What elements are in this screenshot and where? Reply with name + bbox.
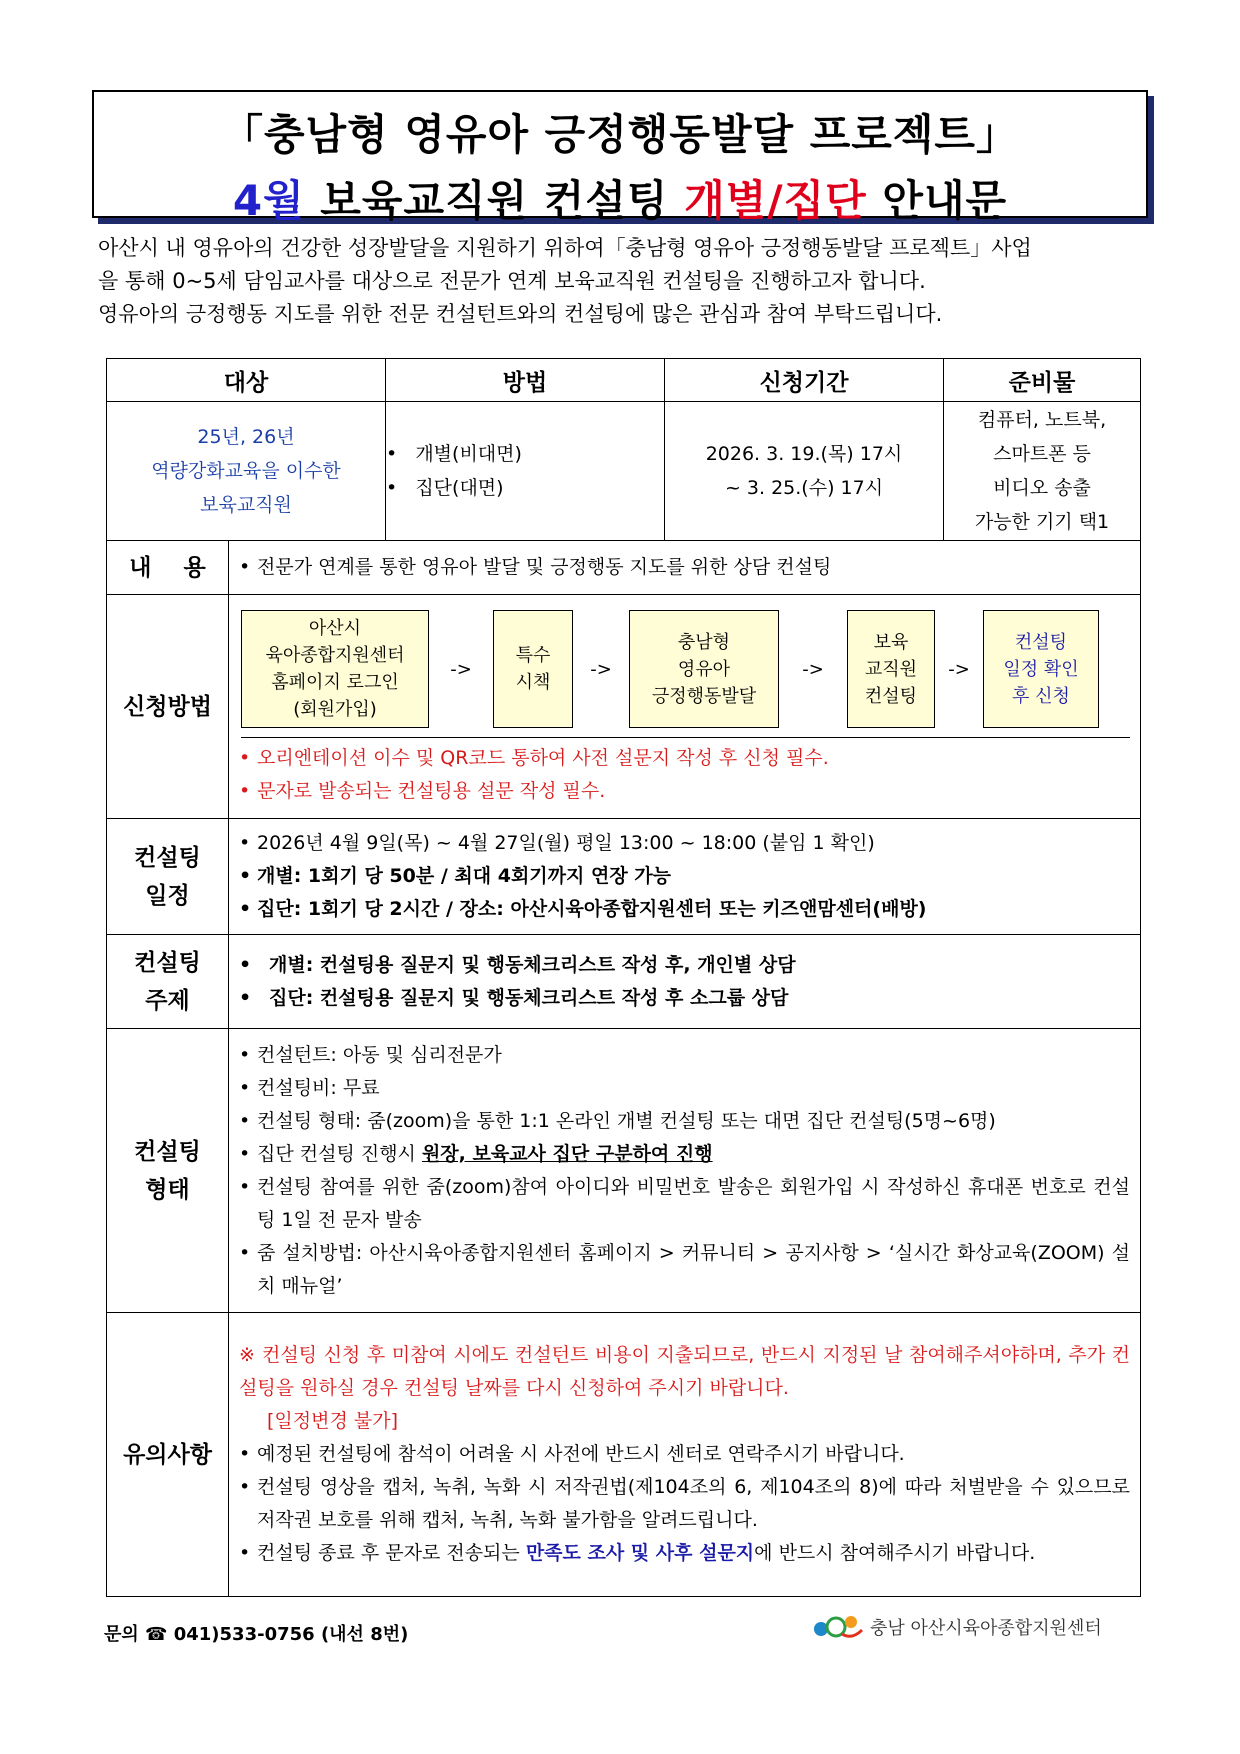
format-item: • 컨설팅비: 무료 <box>239 1076 380 1099</box>
format-item: • 컨설팅 형태: 줌(zoom)을 통한 1:1 온라인 개별 컨설팅 또는 대면 집단 컨설팅(5명~6명) <box>239 1109 996 1132</box>
schedule-item: • 2026년 4월 9일(목) ~ 4월 27일(월) 평일 13:00 ~ 18:00 (붙임 1 확인) <box>239 832 875 854</box>
title-line1: 「충남형 영유아 긍정행동발달 프로젝트」 <box>220 110 1020 159</box>
intro-line: 아산시 내 영유아의 건강한 성장발달을 지원하기 위하여「충남형 영유아 긍정행동발달 프로젝트」사업 <box>98 236 1032 260</box>
prep-line: 비디오 송출 <box>993 477 1091 499</box>
prep-line: 컴퓨터, 노트북, <box>977 409 1107 431</box>
title-red: 개별/집단 <box>684 176 867 225</box>
period-line: 2026. 3. 19.(목) 17시 <box>705 443 903 465</box>
footer-contact: 문의 ☎ 041)533-0756 (내선 8번) <box>104 1624 409 1645</box>
title-mid: 보육교직원 컨설팅 <box>304 176 685 225</box>
method-item: • 집단(대면) <box>386 477 504 499</box>
caution-item: • 컨설팅 종료 후 문자로 전송되는 만족도 조사 및 사후 설문지에 반드시 참여해주시기 바랍니다. <box>239 1542 1036 1564</box>
title-end: 안내문 <box>866 176 1008 225</box>
content-label: 내 용 <box>107 541 229 595</box>
topic-item: • 집단: 컨설팅용 질문지 및 행동체크리스트 작성 후 소그룹 상담 <box>239 986 789 1009</box>
caution-item: • 컨설팅 영상을 캡처, 녹취, 녹화 시 저작권법(제104조의 6, 제104조의 8)에 따라 처벌받을 수 있으므로 저작권 보호를 위해 캡처, 녹취, 녹화 불가함을 알려드립니다. <box>239 1476 1130 1531</box>
method-cell <box>386 402 665 541</box>
target-line: 역량강화교육을 이수한 <box>151 460 341 482</box>
flow-step-special: 특수 시책 <box>493 610 573 728</box>
apply-note: • 오리엔테이션 이수 및 QR코드 통하여 사전 설문지 작성 후 신청 필수. <box>239 747 829 769</box>
schedule-item: • 집단: 1회기 당 2시간 / 장소: 아산시육아종합지원센터 또는 키즈앤맘센터(배방) <box>239 898 927 920</box>
title-line2 <box>94 168 1146 228</box>
header-target: 대상 <box>107 359 386 402</box>
period-line: ~ 3. 25.(수) 17시 <box>724 477 884 499</box>
apply-note: • 문자로 발송되는 컨설팅용 설문 작성 필수. <box>239 780 606 802</box>
caution-content <box>229 1313 1141 1597</box>
title-month: 4월 <box>232 176 305 225</box>
format-item: • 컨설팅 참여를 위한 줌(zoom)참여 아이디와 비밀번호 발송은 회원가입 시 작성하신 휴대폰 번호로 컨설팅 1일 전 문자 발송 <box>239 1175 1130 1231</box>
topic-content <box>229 935 1141 1029</box>
apply-flow <box>235 603 1130 731</box>
header-method: 방법 <box>386 359 665 402</box>
flow-arrow: -> <box>802 658 824 680</box>
header-prep: 준비물 <box>944 359 1141 402</box>
org-logo-icon <box>812 1612 864 1642</box>
flow-arrow: -> <box>450 658 472 680</box>
content-text: • 전문가 연계를 통한 영유아 발달 및 긍정행동 지도를 위한 상담 컨설팅 <box>229 541 1141 595</box>
target-cell <box>107 402 386 541</box>
prep-cell <box>944 402 1141 541</box>
flow-step-consulting: 보육 교직원 컨설팅 <box>847 610 935 728</box>
org-name: 충남 아산시육아종합지원센터 <box>870 1618 1102 1639</box>
caution-label: 유의사항 <box>107 1313 229 1597</box>
target-line: 25년, 26년 <box>197 426 295 448</box>
period-cell <box>665 402 944 541</box>
header-period: 신청기간 <box>665 359 944 402</box>
intro-line: 을 통해 0~5세 담임교사를 대상으로 전문가 연계 보육교직원 컨설팅을 진행하고자 합니다. <box>98 269 926 293</box>
flow-divider <box>241 737 1130 738</box>
flow-step-login: 아산시 육아종합지원센터 홈페이지 로그인 (회원가입) <box>241 610 429 728</box>
intro-line: 영유아의 긍정행동 지도를 위한 전문 컨설턴트와의 컨설팅에 많은 관심과 참여 부탁드립니다. <box>98 302 943 326</box>
flow-arrow: -> <box>948 658 970 680</box>
prep-line: 스마트폰 등 <box>993 443 1091 465</box>
flow-step-apply: 컨설팅 일정 확인 후 신청 <box>983 610 1099 728</box>
format-item: • 집단 컨설팅 진행시 원장, 보육교사 집단 구분하여 진행 <box>239 1142 713 1165</box>
summary-table <box>106 358 1141 541</box>
flow-arrow: -> <box>590 658 612 680</box>
topic-item: • 개별: 컨설팅용 질문지 및 행동체크리스트 작성 후, 개인별 상담 <box>239 953 796 976</box>
schedule-item: • 개별: 1회기 당 50분 / 최대 4회기까지 연장 가능 <box>239 865 672 887</box>
intro-paragraph <box>98 232 1158 331</box>
footer-org <box>812 1612 1102 1642</box>
schedule-content <box>229 819 1141 935</box>
info-table <box>106 540 1141 1597</box>
format-item: • 줌 설치방법: 아산시육아종합지원센터 홈페이지 > 커뮤니티 > 공지사항 > ‘실시간 화상교육(ZOOM) 설치 매뉴얼’ <box>239 1241 1130 1297</box>
target-line: 보육교직원 <box>200 494 292 516</box>
caution-item: • 예정된 컨설팅에 참석이 어려울 시 사전에 반드시 센터로 연락주시기 바랍니다. <box>239 1443 905 1465</box>
format-content <box>229 1029 1141 1313</box>
format-label: 컨설팅 형태 <box>107 1029 229 1313</box>
apply-content <box>229 595 1141 819</box>
method-item: • 개별(비대면) <box>386 443 522 465</box>
flow-step-project: 충남형 영유아 긍정행동발달 <box>629 610 779 728</box>
topic-label: 컨설팅 주제 <box>107 935 229 1029</box>
prep-line: 가능한 기기 택1 <box>974 511 1110 533</box>
schedule-label: 컨설팅 일정 <box>107 819 229 935</box>
format-item: • 컨설턴트: 아동 및 심리전문가 <box>239 1043 502 1066</box>
apply-label: 신청방법 <box>107 595 229 819</box>
title-box <box>92 90 1148 225</box>
caution-warning: ※ 컨설팅 신청 후 미참여 시에도 컨설턴트 비용이 지출되므로, 반드시 지정된 날 참여해주셔야하며, 추가 컨설팅을 원하실 경우 컨설팅 날짜를 다시 신청하여 주시기 바랍니다. [일정변경 불가] <box>239 1344 1130 1432</box>
